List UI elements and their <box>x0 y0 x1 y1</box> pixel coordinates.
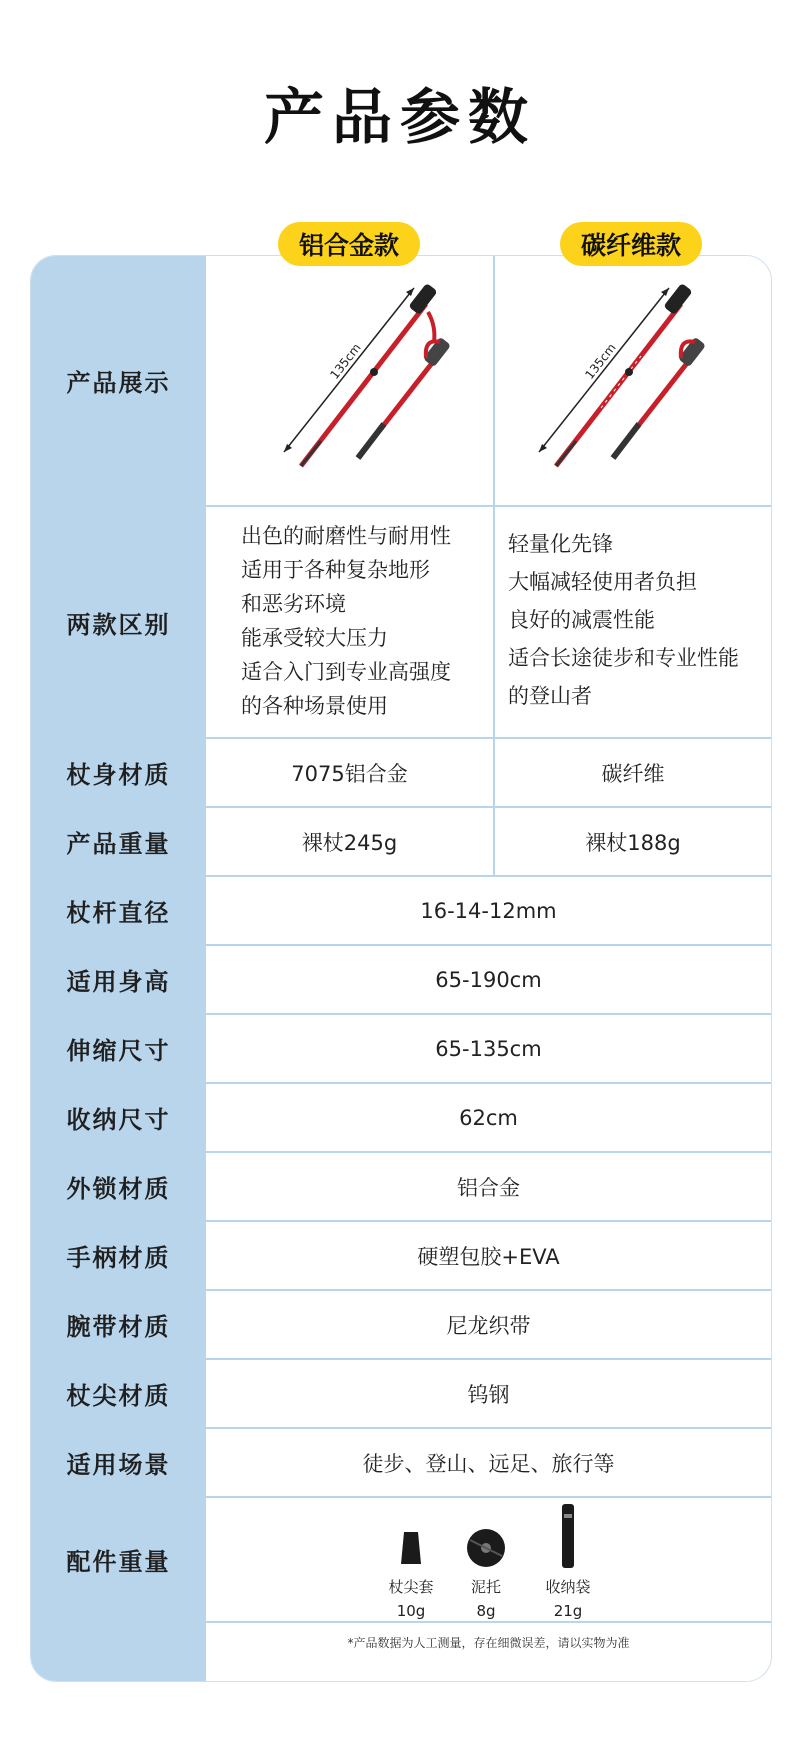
storage-value: 62cm <box>459 1105 518 1130</box>
row-weight <box>31 808 771 875</box>
row-label-storage: 收纳尺寸 <box>66 1106 171 1134</box>
row-strap <box>31 1291 771 1358</box>
accessory-tip-cover: 杖尖套 10g <box>376 1528 446 1623</box>
length-arrow <box>539 288 669 452</box>
row-label-diameter: 杖杆直径 <box>66 899 171 927</box>
length-label: 135cm <box>582 340 619 382</box>
handle-value: 硬塑包胶+EVA <box>417 1244 560 1269</box>
row-label-scene: 适用场景 <box>66 1451 171 1479</box>
mud-basket-icon <box>464 1528 508 1568</box>
carbon-difference-text: 轻量化先锋 大幅减轻使用者负担 良好的减震性能 适合长途徒步和专业性能 的登山者 <box>508 532 739 708</box>
carbon-weight: 裸杖188g <box>585 830 681 855</box>
aluminum-weight: 裸杖245g <box>301 830 398 855</box>
row-height <box>31 946 771 1013</box>
row-label-display: 产品展示 <box>66 369 171 397</box>
row-label-weight: 产品重量 <box>66 830 171 858</box>
accessory-mud-basket: 泥托 8g <box>451 1528 521 1623</box>
outer-lock-value: 铝合金 <box>457 1175 520 1200</box>
row-storage <box>31 1084 771 1151</box>
accessory-storage-bag: 收纳袋 21g <box>523 1504 613 1623</box>
row-handle <box>31 1222 771 1289</box>
aluminum-pole-image <box>266 276 466 476</box>
row-material <box>31 739 771 806</box>
tip-cover-icon <box>396 1528 426 1568</box>
row-difference <box>31 507 771 737</box>
aluminum-difference-text: 出色的耐磨性与耐用性 适用于各种复杂地形 和恶劣环境 能承受较大压力 适合入门到专业高强度 的各种场景使用 <box>241 524 451 718</box>
strap-value: 尼龙织带 <box>446 1313 531 1338</box>
row-display <box>31 256 771 505</box>
height-value: 65-190cm <box>435 967 542 992</box>
disclaimer-note: *产品数据为人工测量，存在细微误差，请以实物为准 <box>347 1636 630 1650</box>
variant-badge-carbon: 碳纤维款 <box>560 222 702 266</box>
spec-table <box>30 255 772 1682</box>
length-arrow <box>284 288 414 452</box>
row-label-telescopic: 伸缩尺寸 <box>66 1037 171 1065</box>
row-label-handle: 手柄材质 <box>66 1244 171 1272</box>
row-scene <box>31 1429 771 1496</box>
variant-badge-aluminum: 铝合金款 <box>278 222 420 266</box>
row-label-difference: 两款区别 <box>66 610 171 639</box>
length-label: 135cm <box>327 340 364 382</box>
row-label-strap: 腕带材质 <box>66 1313 171 1341</box>
page-title: 产品参数 <box>264 83 536 153</box>
row-label-tip: 杖尖材质 <box>66 1382 171 1410</box>
diameter-value: 16-14-12mm <box>420 898 557 923</box>
carbon-pole-image <box>521 276 721 476</box>
telescopic-value: 65-135cm <box>435 1036 542 1061</box>
tip-value: 钨钢 <box>467 1382 510 1407</box>
row-label-height: 适用身高 <box>66 968 171 996</box>
row-label-accessories: 配件重量 <box>66 1548 171 1576</box>
row-diameter <box>31 877 771 944</box>
scene-value: 徒步、登山、远足、旅行等 <box>362 1451 615 1476</box>
row-label-material: 杖身材质 <box>66 761 171 789</box>
row-label-outer-lock: 外锁材质 <box>66 1175 171 1203</box>
row-telescopic <box>31 1015 771 1082</box>
aluminum-material: 7075铝合金 <box>291 761 408 786</box>
carbon-material: 碳纤维 <box>601 761 665 786</box>
row-outer-lock <box>31 1153 771 1220</box>
storage-bag-icon <box>558 1504 578 1568</box>
row-accessories <box>31 1498 771 1621</box>
row-tip <box>31 1360 771 1427</box>
